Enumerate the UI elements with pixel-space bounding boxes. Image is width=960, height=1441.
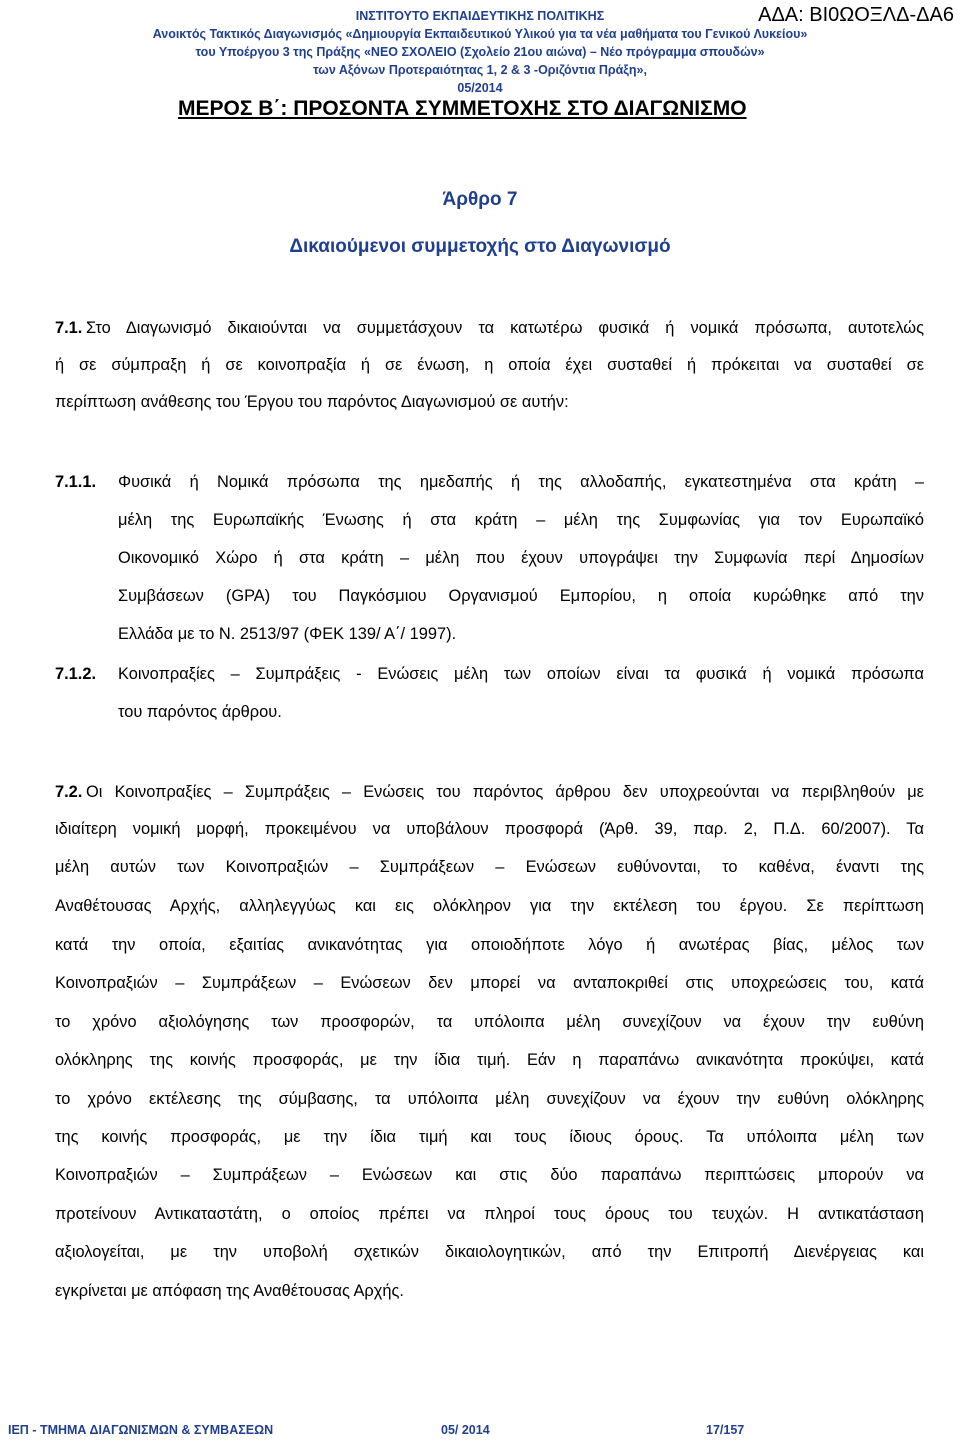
section-number-7-1-1: 7.1.1. <box>55 473 97 491</box>
header-date: 05/2014 <box>457 81 503 95</box>
paragraph-line: Στο Διαγωνισμό δικαιούνται να συμμετάσχουν τα κατωτέρω φυσικά ή νομικά πρόσωπα, αυτοτελώς <box>86 319 924 337</box>
paragraph-line: περίπτωση ανάθεσης του Έργου του παρόντος Διαγωνισμού σε αυτήν: <box>55 393 569 411</box>
section-number-7-1-2: 7.1.2. <box>55 665 97 683</box>
paragraph-line: Φυσικά ή Νομικά πρόσωπα της ημεδαπής ή της αλλοδαπής, εγκατεστημένα στα κράτη – <box>118 473 924 491</box>
ada-code: ΑΔΑ: ΒΙ0ΩΟΞΛΔ-ΔΑ6 <box>758 4 954 26</box>
paragraph-line: Συμβάσεων (GPA) του Παγκόσμιου Οργανισμού Εμπορίου, η οποία κυρώθηκε από την <box>118 587 924 605</box>
paragraph-line: προτείνουν Αντικαταστάτη, ο οποίος πρέπει να πληροί τους όρους του τευχών. Η αντικατάσταση <box>55 1205 924 1223</box>
footer-department: ΙΕΠ - ΤΜΗΜΑ ΔΙΑΓΩΝΙΣΜΩΝ & ΣΥΜΒΑΣΕΩΝ <box>8 1423 274 1437</box>
paragraph-line: Οι Κοινοπραξίες – Συμπράξεις – Ενώσεις του παρόντος άρθρου δεν υποχρεούνται να περιβληθούν με <box>86 783 924 801</box>
paragraph-line: το χρόνο αξιολόγησης των προσφορών, τα υπόλοιπα μέλη συνεχίζουν να έχουν την ευθύνη <box>55 1013 924 1031</box>
header-axes: των Αξόνων Προτεραιότητας 1, 2 & 3 -Οριζόντια Πράξη», <box>313 63 647 77</box>
paragraph-line: κατά την οποία, εξαιτίας ανικανότητας για οποιοδήποτε λόγο ή ανωτέρας βίας, μέλος των <box>55 936 924 954</box>
section-number-7-1: 7.1. <box>55 319 83 337</box>
paragraph-line: Κοινοπραξιών – Συμπράξεων – Ενώσεων δεν μπορεί να ανταποκριθεί στις υποχρεώσεις του, κατά <box>55 974 924 992</box>
header-subproject: του Υποέργου 3 της Πράξης «ΝΕΟ ΣΧΟΛΕΙΟ (Σχολείο 21ου αιώνα) – Νέο πρόγραμμα σπουδών» <box>195 45 765 59</box>
paragraph-line: ολόκληρης της κοινής προσφοράς, με την ίδια τιμή. Εάν η παραπάνω ανικανότητα προκύψει, κατά <box>55 1051 924 1069</box>
paragraph-line: μέλη αυτών των Κοινοπραξιών – Συμπράξεων – Ενώσεων ευθύνονται, το καθένα, έναντι της <box>55 858 924 876</box>
article-number: Άρθρο 7 <box>442 189 518 210</box>
section-number-7-2: 7.2. <box>55 783 83 801</box>
paragraph-line: Οικονομικό Χώρο ή στα κράτη – μέλη που έχουν υπογράψει την Συμφωνία περί Δημοσίων <box>118 549 924 567</box>
paragraph-line: της κοινής προσφοράς, με την ίδια τιμή και τους ίδιους όρους. Τα υπόλοιπα μέλη των <box>55 1128 924 1146</box>
header-institute: ΙΝΣΤΙΤΟΥΤΟ ΕΚΠΑΙΔΕΥΤΙΚΗΣ ΠΟΛΙΤΙΚΗΣ <box>355 9 605 23</box>
paragraph-line: μέλη της Ευρωπαϊκής Ένωσης ή στα κράτη – μέλη της Συμφωνίας για τον Ευρωπαϊκό <box>118 511 924 529</box>
paragraph-line: το χρόνο εκτέλεσης της σύμβασης, τα υπόλοιπα μέλη συνεχίζουν να έχουν την ευθύνη ολόκληρης <box>55 1090 924 1108</box>
paragraph-line: Ελλάδα με το Ν. 2513/97 (ΦΕΚ 139/ Α΄/ 1997). <box>118 625 457 643</box>
paragraph-line: Κοινοπραξιών – Συμπράξεων – Ενώσεων και στις δύο παραπάνω περιπτώσεις μπορούν να <box>55 1166 924 1184</box>
paragraph-line: του παρόντος άρθρου. <box>118 703 282 721</box>
paragraph-line: αξιολογείται, με την υποβολή σχετικών δικαιολογητικών, από την Επιτροπή Διενέργειας και <box>55 1243 924 1261</box>
paragraph-line: ιδιαίτερη νομική μορφή, προκειμένου να υποβάλουν προσφορά (Άρθ. 39, παρ. 2, Π.Δ. 60/2007). Τα <box>55 820 924 838</box>
paragraph-line: Κοινοπραξίες – Συμπράξεις - Ενώσεις μέλη των οποίων είναι τα φυσικά ή νομικά πρόσωπα <box>118 665 924 683</box>
part-title: ΜΕΡΟΣ Β΄: ΠΡΟΣΟΝΤΑ ΣΥΜΜΕΤΟΧΗΣ ΣΤΟ ΔΙΑΓΩΝΙΣΜΟ <box>178 97 747 120</box>
article-title: Δικαιούμενοι συμμετοχής στο Διαγωνισμό <box>289 236 671 257</box>
paragraph-line: ή σε σύμπραξη ή σε κοινοπραξία ή σε ένωση, η οποία έχει συσταθεί ή πρόκειται να συσταθεί σε <box>55 356 924 374</box>
footer-date: 05/ 2014 <box>441 1423 490 1437</box>
footer-page-number: 17/157 <box>706 1423 745 1437</box>
paragraph-line: Αναθέτουσας Αρχής, αλληλεγγύως και εις ολόκληρον για την εκτέλεση του έργου. Σε περίπτωση <box>55 897 924 915</box>
header-tender-title: Ανοικτός Τακτικός Διαγωνισμός «Δημιουργία Εκπαιδευτικού Υλικού για τα νέα μαθήματα του Γενικού Λυκείου» <box>152 27 808 41</box>
paragraph-line: εγκρίνεται με απόφαση της Αναθέτουσας Αρχής. <box>55 1282 404 1300</box>
